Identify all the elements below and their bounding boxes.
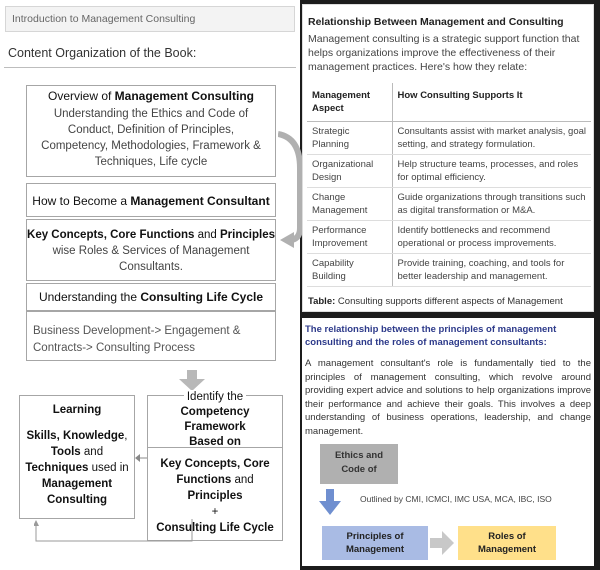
comp-principles: Principles (187, 490, 243, 502)
comp-key-concepts: Key Concepts (160, 458, 238, 470)
knowledge-label: Knowledge (62, 430, 125, 442)
tools-label: Tools (50, 446, 81, 458)
table-row (307, 188, 591, 221)
aspect-cell: Organizational Design (307, 155, 392, 188)
support-cell: Consultants assist with market analysis, goal setting, and strategy formulation. (392, 122, 591, 155)
competency-line-2: Competency Framework (180, 406, 250, 433)
support-cell: Provide training, coaching, and tools for better leadership and management. (392, 254, 591, 287)
overview-bold: Management Consulting (114, 89, 255, 103)
overview-prefix: Overview of (47, 89, 115, 103)
learning-and: and (80, 446, 104, 458)
down-arrow-icon (178, 370, 206, 392)
life-cycle-prefix: Understanding the (38, 290, 141, 304)
key-concepts-box (26, 219, 276, 281)
outlined-by-text: Outlined by CMI, ICMCI, IMC USA, MCA, IBC, ISO (360, 494, 552, 504)
learning-sep-1: , (56, 430, 63, 442)
section-title: Content Organization of the Book: (8, 46, 197, 60)
window-title: Introduction to Management Consulting (5, 6, 295, 32)
caption-label: Table: (308, 296, 336, 307)
principles-roles-title: The relationship between the principles of management consulting and the roles of management consultants: (305, 324, 557, 348)
aspect-cell: Change Management (307, 188, 392, 221)
key-concepts-label: Key Concepts (27, 229, 104, 241)
become-bold: Management Consultant (130, 194, 270, 208)
header-aspect: Management Aspect (307, 83, 392, 122)
relationship-table (307, 83, 591, 287)
key-concepts-and: and (194, 229, 221, 241)
support-cell: Help structure teams, processes, and roles for optimal efficiency. (392, 155, 591, 188)
competency-line-3: Based on (189, 436, 241, 448)
ethics-line-1: Ethics and (334, 450, 384, 461)
blue-down-arrow-icon (319, 489, 341, 515)
life-cycle-box (26, 283, 276, 311)
become-prefix: How to Become a (32, 194, 131, 208)
principles-roles-body: A management consultant's role is fundamentally tied to the principles of management consulting, which revolve around providing expert advice and solutions to help organizations improve their performance and achieve their goals. This involves a deep understanding of business operations, leadership, and change management. (305, 358, 591, 437)
aspect-cell: Performance Improvement (307, 221, 392, 254)
feedback-loop-arrow-icon (34, 519, 194, 545)
ethics-box (320, 444, 398, 484)
comp-and: and (231, 474, 254, 486)
table-row (307, 122, 591, 155)
management-consultants-text: Management Consultants. (119, 245, 250, 273)
relationship-intro: Management consulting is a strategic support function that helps organizations improve the effectiveness of their management practices. Here's how they relate: (308, 33, 580, 73)
table-row (307, 155, 591, 188)
overview-description: Understanding the Ethics and Code of Conduct, Definition of Principles, Competency, Methodologies, Framework & Techniques, Life cycle (41, 108, 261, 168)
life-cycle-bold: Consulting Life Cycle (140, 290, 264, 304)
core-functions-label: Core Functions (110, 229, 195, 241)
learning-used-in: used in (88, 462, 129, 474)
table-caption (308, 296, 563, 307)
aspect-cell: Capability Building (307, 254, 392, 287)
principles-line-1: Principles of (346, 531, 404, 542)
relationship-panel (302, 4, 594, 312)
ethics-line-2: Code of (341, 464, 377, 475)
aspect-cell: Strategic Planning (307, 122, 392, 155)
right-arrow-icon (430, 531, 454, 555)
key-concepts-sep: , (103, 229, 111, 241)
comp-core-functions: , Core Functions (176, 458, 270, 486)
caption-text: Consulting supports different aspects of Management (335, 296, 563, 307)
header-support: How Consulting Supports It (392, 83, 591, 122)
overview-box (26, 85, 276, 177)
management-consulting-label: Management Consulting (41, 478, 113, 506)
techniques-label: Techniques (25, 462, 89, 474)
curved-arrow-icon (278, 128, 304, 258)
relationship-title: Relationship Between Management and Consulting (308, 16, 564, 28)
table-header-row (307, 83, 591, 122)
learning-title: Learning (52, 404, 102, 416)
support-cell: Guide organizations through transitions such as digital transformation or M&A. (392, 188, 591, 221)
support-cell: Identify bottlenecks and recommend operational or process improvements. (392, 221, 591, 254)
learning-sep-2: , (124, 430, 128, 442)
table-row (307, 221, 591, 254)
comp-life-cycle: Consulting Life Cycle (156, 522, 274, 534)
overview-heading (27, 89, 275, 103)
process-box: Business Development-> Engagement & Contracts-> Consulting Process (26, 311, 276, 361)
become-consultant-box (26, 183, 276, 217)
competency-top (148, 390, 282, 448)
roles-line-1: Roles of (488, 531, 526, 542)
competency-line-1: Identify the (184, 390, 246, 405)
roles-services-text: wise Roles & Services of (52, 245, 183, 257)
principles-box (322, 526, 428, 560)
learning-box (19, 395, 135, 519)
table-row (307, 254, 591, 287)
principles-label: Principles (220, 229, 275, 241)
principles-roles-panel (302, 318, 594, 566)
comp-plus: + (211, 506, 219, 518)
skills-label: Skills (26, 430, 57, 442)
roles-box (458, 526, 556, 560)
roles-line-2: Management (477, 544, 537, 555)
principles-line-2: Management (345, 544, 405, 555)
divider (4, 67, 296, 68)
